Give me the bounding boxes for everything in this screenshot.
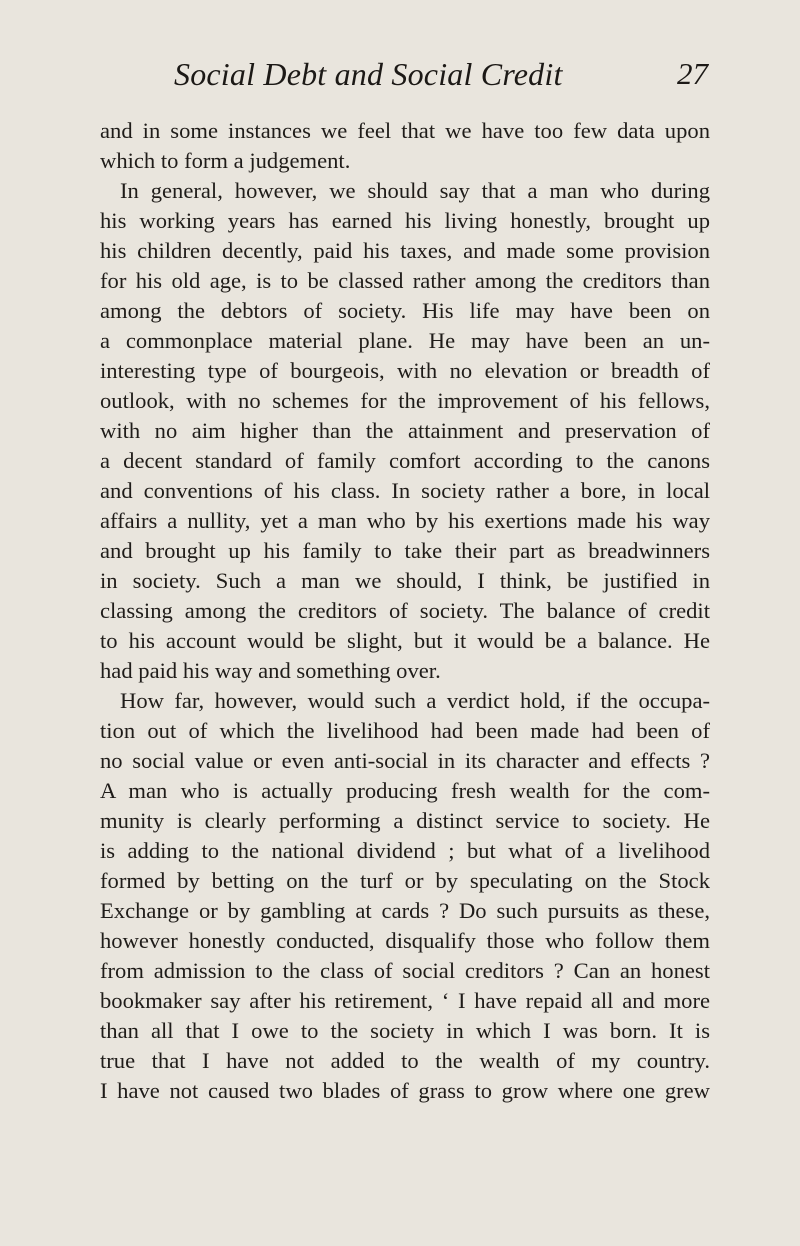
text-line: I have not caused two blades of grass to grow where one grew bbox=[100, 1078, 710, 1103]
text-line: had paid his way and something over. bbox=[100, 658, 441, 683]
text-line: than all that I owe to the society in which I was born. It is bbox=[100, 1018, 710, 1043]
text-line: however honestly conducted, disqualify those who follow them bbox=[100, 928, 710, 953]
text-line: which to form a judgement. bbox=[100, 148, 351, 173]
text-line: outlook, with no schemes for the improvement of his fellows, bbox=[100, 388, 710, 413]
text-line: his children decently, paid his taxes, and made some provision bbox=[100, 238, 710, 263]
text-line: tion out of which the livelihood had been made had been of bbox=[100, 718, 710, 743]
text-line: in society. Such a man we should, I think, be justified in bbox=[100, 568, 710, 593]
text-line: to his account would be slight, but it would be a balance. He bbox=[100, 628, 710, 653]
text-line: true that I have not added to the wealth of my country. bbox=[100, 1048, 710, 1073]
text-line: no social value or even anti-social in its character and effects ? bbox=[100, 748, 710, 773]
text-line: and in some instances we feel that we have too few data upon bbox=[100, 118, 710, 143]
text-line: with no aim higher than the attainment and preservation of bbox=[100, 418, 710, 443]
text-line: for his old age, is to be classed rather among the creditors than bbox=[100, 268, 710, 293]
running-title: Social Debt and Social Credit bbox=[174, 56, 563, 92]
text-line: is adding to the national dividend ; but what of a livelihood bbox=[100, 838, 710, 863]
text-line: A man who is actually producing fresh wealth for the com- bbox=[100, 778, 710, 803]
text-line: affairs a nullity, yet a man who by his exertions made his way bbox=[100, 508, 710, 533]
text-line: a commonplace material plane. He may have been an un- bbox=[100, 328, 710, 353]
text-line: from admission to the class of social creditors ? Can an honest bbox=[100, 958, 710, 983]
text-line: munity is clearly performing a distinct service to society. He bbox=[100, 808, 710, 833]
text-line: among the debtors of society. His life may have been on bbox=[100, 298, 710, 323]
running-head bbox=[100, 56, 720, 100]
text-line: and brought up his family to take their part as breadwinners bbox=[100, 538, 710, 563]
text-line: and conventions of his class. In society rather a bore, in local bbox=[100, 478, 710, 503]
text-line: bookmaker say after his retirement, ‘ I have repaid all and more bbox=[100, 988, 710, 1013]
text-line: a decent standard of family comfort according to the canons bbox=[100, 448, 710, 473]
page-number: 27 bbox=[677, 56, 708, 91]
text-line: classing among the creditors of society. The balance of credit bbox=[100, 598, 710, 623]
text-line: Exchange or by gambling at cards ? Do such pursuits as these, bbox=[100, 898, 710, 923]
text-line: interesting type of bourgeois, with no elevation or breadth of bbox=[100, 358, 710, 383]
text-line: In general, however, we should say that a man who during bbox=[120, 178, 710, 203]
body-text bbox=[100, 116, 710, 1106]
text-line: How far, however, would such a verdict hold, if the occupa- bbox=[120, 688, 710, 713]
text-line: formed by betting on the turf or by speculating on the Stock bbox=[100, 868, 710, 893]
text-line: his working years has earned his living honestly, brought up bbox=[100, 208, 710, 233]
